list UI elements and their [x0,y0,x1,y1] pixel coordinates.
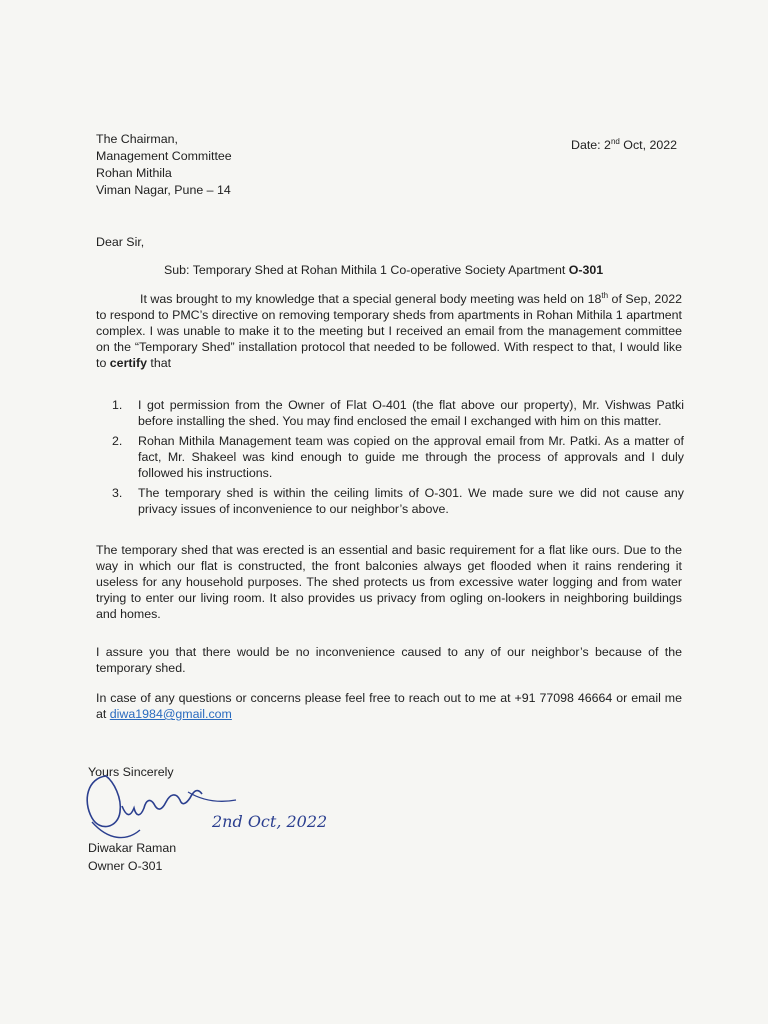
shed-requirement-paragraph: The temporary shed that was erected is an essential and basic requirement for a flat like ours. Due to the way in which our flat is constructed, the front balconies always get flooded when it rains rendering it useless for any household purposes. The shed protects us from excessive water logging and from water trying to enter our living room. It also provides us privacy from ogling on-lookers in neighboring buildings and homes. [96,543,682,621]
signer-title: Owner O-301 [88,859,163,873]
list-item: 1. I got permission from the Owner of Flat O-401 (the flat above our property), Mr. Vishwas Patki before installing the shed. You may find enclosed the email I exchanged with him on this matter. [112,398,684,428]
signer-name: Diwakar Raman [88,841,177,855]
list-item: 3. The temporary shed is within the ceiling limits of O-301. We made sure we did not cause any privacy issues of inconvenience to our neighbor’s above. [112,486,684,516]
intro-paragraph: It was brought to my knowledge that a special general body meeting was held on 18th of Sep, 2022 to respond to PMC’s directive on removing temporary sheds from apartments in Rohan Mithila 1 apartment complex. I was unable to make it to the meeting but I received an email from the management committee on the “Temporary Shed” installation protocol that needed to be followed. With respect to that, I would like to certify that [96,290,682,370]
salutation: Dear Sir, [96,235,145,249]
certification-list [112,397,684,521]
recipient-line-1: The Chairman, [96,132,178,146]
handwritten-signature [78,770,358,850]
closing: Yours Sincerely [88,765,174,779]
letter-date: Date: 2nd Oct, 2022 [571,136,678,152]
assurance-paragraph: I assure you that there would be no inconvenience caused to any of our neighbor’s because of the temporary shed. [96,645,682,675]
list-item: 2. Rohan Mithila Management team was copied on the approval email from Mr. Patki. As a matter of fact, Mr. Shakeel was kind enough to guide me through the process of approvals and I duly followed his instructions. [112,434,684,480]
recipient-line-3: Rohan Mithila [96,166,172,180]
recipient-line-2: Management Committee [96,149,232,163]
email-link[interactable]: diwa1984@gmail.com [109,707,232,721]
contact-paragraph: In case of any questions or concerns please feel free to reach out to me at +91 77098 46664 or email me at diwa1984@gmail.com [96,691,682,721]
handwritten-date: 2nd Oct, 2022 [212,812,328,831]
recipient-address [96,131,232,199]
recipient-line-4: Viman Nagar, Pune – 14 [96,183,231,197]
subject-line: Sub: Temporary Shed at Rohan Mithila 1 Co-operative Society Apartment O-301 [164,263,604,277]
